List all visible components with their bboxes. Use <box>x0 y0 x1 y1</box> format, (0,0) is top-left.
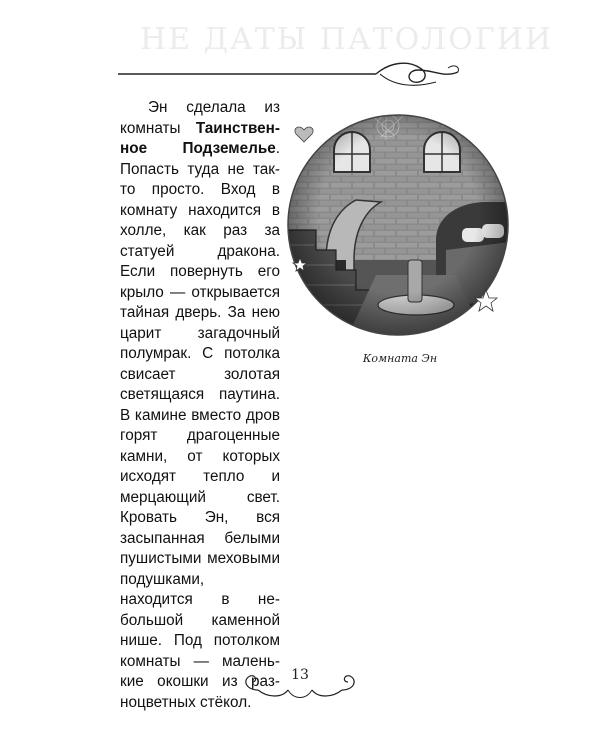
text-run: Эн сделала из комнаты <box>120 99 280 137</box>
top-ornament-rule <box>118 56 468 96</box>
faded-header-text: НЕ ДАТЫ ПАТОЛОГИИ <box>140 22 554 57</box>
text-run: . Попасть туда не так-то просто. Вход в комнату находится в холле, как раз за статуей дракона. Если повернуть его крыло — открывается тайная дверь. За нею царит загадочный полумрак. С потолка свисает золотая светящаяся паутина. В камине вместо дров горят драгоценные камни, от которых исходят тепло и мерцающий свет. Кровать Эн, вся засыпанная белыми пушистыми меховыми подушками, находится в небольшой каменной нише. Под потолком комнаты — маленькие окошки из разноцветных стёкол. <box>120 140 280 711</box>
page-number: 13 <box>291 667 309 683</box>
illustration-caption: Комната Эн <box>362 352 438 365</box>
paragraph <box>120 98 280 713</box>
room-illustration <box>286 110 510 340</box>
main-text-column <box>120 98 280 713</box>
bold-room-name: Таинственное Подземелье <box>120 119 280 157</box>
